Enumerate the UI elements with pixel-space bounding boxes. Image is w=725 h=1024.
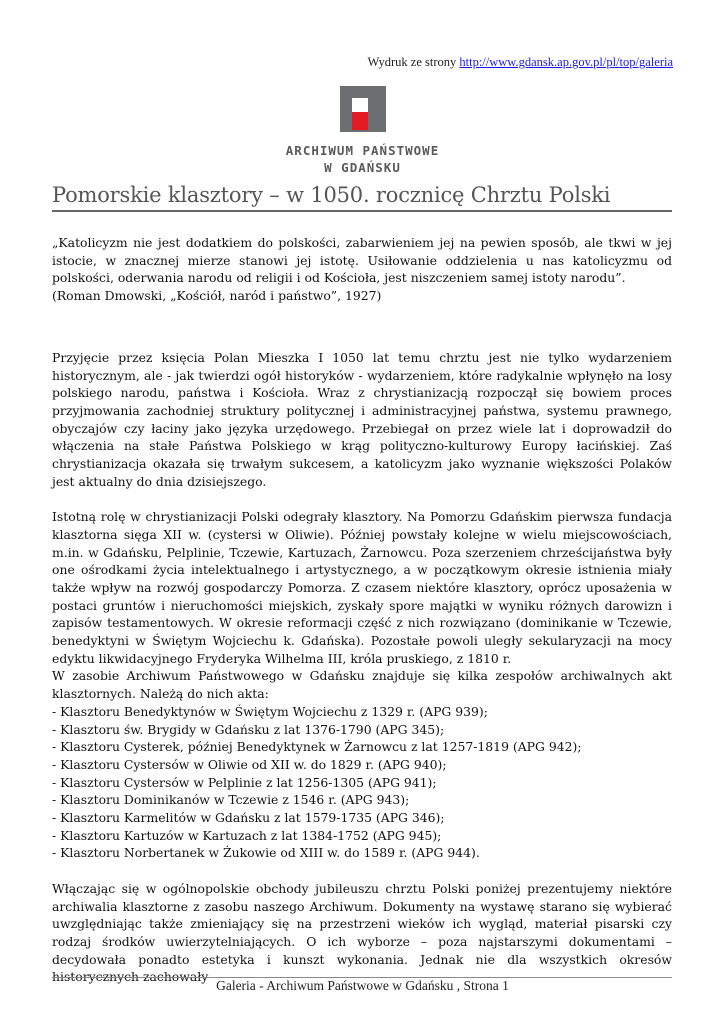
article-title: Pomorskie klasztory – w 1050. rocznicę Chrztu Polski xyxy=(52,183,611,207)
list-item: - Klasztoru św. Brygidy w Gdańsku z lat 1376-1790 (APG 345); xyxy=(52,721,445,737)
article-body xyxy=(52,234,672,986)
list-item: - Klasztoru Kartuzów w Kartuzach z lat 1384-1752 (APG 945); xyxy=(52,827,442,843)
list-item: - Klasztoru Dominikanów w Tczewie z 1546 r. (APG 943); xyxy=(52,792,410,808)
list-item: - Klasztoru Cysterek, później Benedyktynek w Żarnowcu z lat 1257-1819 (APG 942); xyxy=(52,739,582,755)
paragraph-baptism: Przyjęcie przez księcia Polan Mieszka I 1050 lat temu chrztu jest nie tylko wydarzeniem historycznym, ale - jak twierdzi ogół historyków - wydarzeniem, które radykalnie wpłynęło na losy polskiego narodu, państwa i Kościoła. Wraz z chrystianizacją rozpoczął się bowiem proces przyjmowania zachodniej struktury politycznej i administracyjnej państwa, systemu prawnego, obyczajów czy łaciny jako języka urzędowego. Przebiegał on przez wiele lat i doprowadził do włączenia na stałe Państwa Polskiego w krąg polityczno-kulturowy Europy łacińskiej. Zaś chrystianizacja okazała się trwałym sukcesem, a katolicyzm jako wyznanie większości Polaków jest aktualny do dnia dzisiejszego. xyxy=(52,349,672,489)
list-item: - Klasztoru Benedyktynów w Świętym Wojciechu z 1329 r. (APG 939); xyxy=(52,703,488,719)
title-divider xyxy=(52,210,672,212)
logo-wordmark xyxy=(0,142,725,176)
archive-logo xyxy=(0,86,725,176)
list-item: - Klasztoru Cystersów w Oliwie od XII w. do 1829 r. (APG 940); xyxy=(52,756,447,772)
list-item: - Klasztoru Cystersów w Pelplinie z lat 1256-1305 (APG 941); xyxy=(52,774,437,790)
page-footer: Galeria - Archiwum Państwowe w Gdańsku , Strona 1 xyxy=(216,978,509,993)
logo-line-1: ARCHIWUM PAŃSTWOWE xyxy=(285,143,440,158)
logo-line-2: W GDAŃSKU xyxy=(324,160,401,175)
archive-logo-icon xyxy=(340,86,386,132)
monastery-records-list xyxy=(52,703,672,862)
list-item: - Klasztoru Karmelitów w Gdańsku z lat 1579-1735 (APG 346); xyxy=(52,810,445,826)
source-url-link[interactable]: http://www.gdansk.ap.gov.pl/pl/top/galeria xyxy=(459,55,673,69)
printed-from-label: Wydruk ze strony xyxy=(367,55,457,69)
quote-source: (Roman Dmowski, „Kościół, naród i państwo”, 1927) xyxy=(52,288,382,304)
list-item: - Klasztoru Norbertanek w Żukowie od XIII w. do 1589 r. (APG 944). xyxy=(52,845,480,861)
paragraph-monasteries: Istotną rolę w chrystianizacji Polski odegrały klasztory. Na Pomorzu Gdańskim pierwsza fundacja klasztorna sięga XII w. (cystersi w Oliwie). Później powstały kolejne w wielu miejscowościach, m.in. w Gdańsku, Pelplinie, Tczewie, Kartuzach, Żarnowcu. Poza szerzeniem chrześcijaństwa były one ośrodkami życia intelektualnego i artystycznego, a w początkowym okresie istnienia miały także wpływ na rozwój gospodarczy Pomorza. Z czasem niektóre klasztory, oprócz uposażenia w postaci gruntów i nieruchomości miejskich, zyskały spore majątki w wyniku różnych darowizn i zapisów testamentowych. W okresie reformacji część z nich rozwiązano (dominikanie w Tczewie, benedyktyni w Świętym Wojciechu k. Gdańska). Pozostałe powoli uległy sekularyzacji na mocy edyktu likwidacyjnego Fryderyka Wilhelma III, króla pruskiego, z 1810 r. xyxy=(52,509,672,666)
printed-from-line xyxy=(367,55,673,70)
paragraph-archive-holdings: W zasobie Archiwum Państwowego w Gdańsku znajduje się kilka zespołów archiwalnych akt klasztornych. Należą do nich akta: xyxy=(52,668,672,702)
opening-quote: „Katolicyzm nie jest dodatkiem do polskości, zabarwieniem jej na pewien sposób, ale tkwi w jej istocie, w znacznej mierze stanowi jej istotę. Usiłowanie oddzielenia u nas katolicyzmu od polskości, oderwania narodu od religii i od Kościoła, jest niszczeniem samej istoty narodu”. xyxy=(52,235,672,286)
paragraph-exhibition: Włączając się w ogólnopolskie obchody jubileuszu chrztu Polski poniżej prezentujemy niektóre archiwalia klasztorne z zasobu naszego Archiwum. Dokumenty na wystawę starano się wybierać uwzględniając także zmieniający się na przestrzeni wieków ich wygląd, materiał pisarski czy rodzaj środków uwierzytelniających. O ich wyborze – poza najstarszymi dokumentami – decydowała ponadto estetyka i kunszt wykonania. Jednak nie dla wszystkich okresów historycznych zachowały xyxy=(52,880,672,985)
